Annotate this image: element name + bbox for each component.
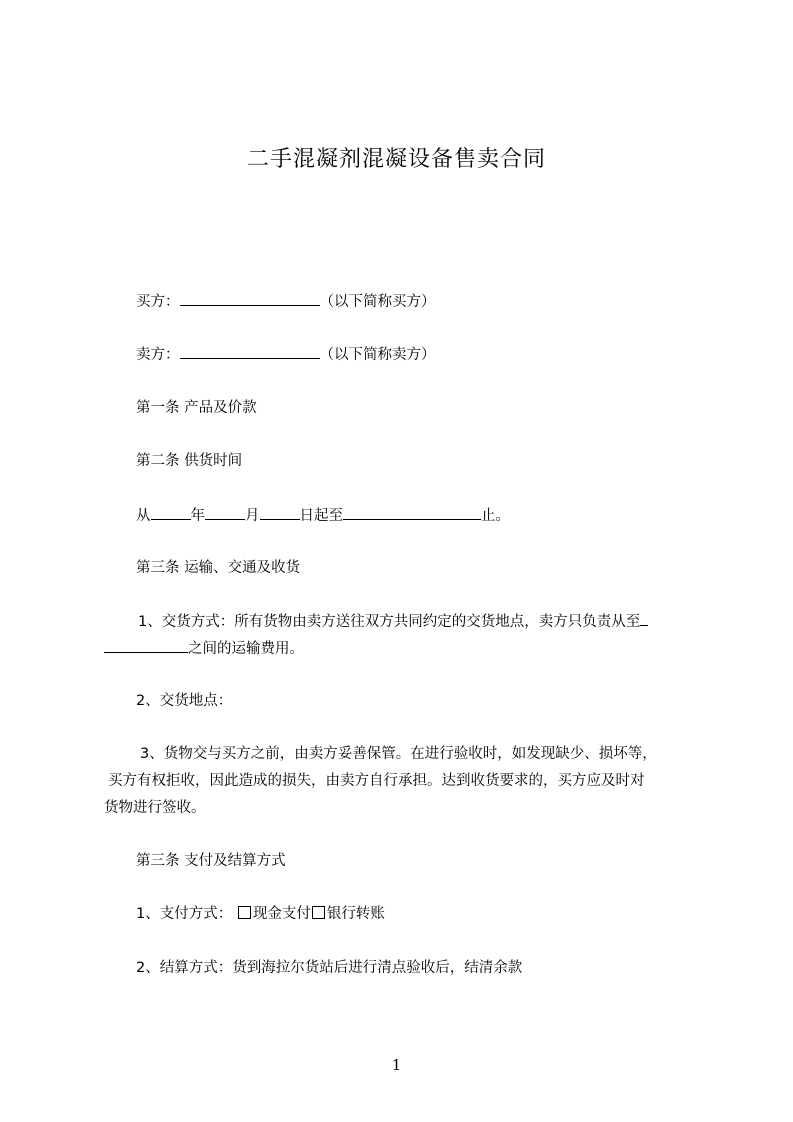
period-day-from: 日起至 (299, 508, 343, 524)
article-2-heading: 第二条 供货时间 (136, 453, 243, 469)
year-blank (151, 505, 191, 520)
page-number: 1 (391, 1056, 402, 1074)
seller-blank (180, 344, 320, 359)
article-1-heading: 第一条 产品及价款 (136, 400, 257, 416)
settlement-line: 2、结算方式：货到海拉尔货站后进行清点验收后，结清余款 (136, 960, 523, 976)
seller-label: 卖方： (136, 347, 180, 363)
delivery-method-text: 1、交货方式：所有货物由卖方送往双方共同约定的交货地点，卖方只负责从至 (138, 614, 641, 630)
article-3b-heading: 第三条 支付及结算方式 (136, 853, 286, 869)
supply-period-line (136, 505, 510, 526)
buyer-blank (180, 291, 320, 306)
period-month: 月 (245, 508, 260, 524)
custody-line-2: 买方有权拒收，因此造成的损失，由卖方自行承担。达到收货要求的，买方应及时对 (108, 773, 645, 789)
custody-line-3: 货物进行签收。 (104, 800, 206, 816)
seller-line (136, 344, 436, 365)
article-3-heading: 第三条 运输、交通及收货 (136, 560, 301, 576)
bank-transfer-checkbox[interactable] (312, 906, 325, 919)
delivery-to-blank (104, 638, 188, 653)
cash-option-label: 现金支付 (252, 906, 311, 922)
seller-note: （以下简称卖方） (319, 347, 436, 363)
buyer-line (136, 291, 436, 312)
bank-transfer-option-label: 银行转账 (326, 906, 385, 922)
contract-title: 二手混凝剂混凝设备售卖合同 (246, 147, 546, 172)
custody-line-1: 3、货物交与买方之前，由卖方妥善保管。在进行验收时，如发现缺少、损坏等， (140, 746, 657, 762)
cash-checkbox[interactable] (238, 906, 251, 919)
period-end: 止。 (481, 508, 510, 524)
payment-method-line (136, 904, 385, 924)
period-year: 年 (190, 508, 205, 524)
delivery-place-line: 2、交货地点： (136, 693, 233, 709)
buyer-note: （以下简称买方） (319, 294, 436, 310)
day-blank (260, 505, 300, 520)
payment-label: 1、支付方式： (136, 906, 233, 922)
delivery-method-text-2: 之间的运输费用。 (188, 641, 304, 657)
buyer-label: 买方： (136, 294, 180, 310)
period-from: 从 (136, 508, 151, 524)
end-date-blank (343, 505, 481, 520)
month-blank (205, 505, 245, 520)
delivery-method-line-1 (138, 611, 648, 632)
delivery-method-line-2 (104, 638, 304, 659)
delivery-from-blank (640, 611, 648, 626)
